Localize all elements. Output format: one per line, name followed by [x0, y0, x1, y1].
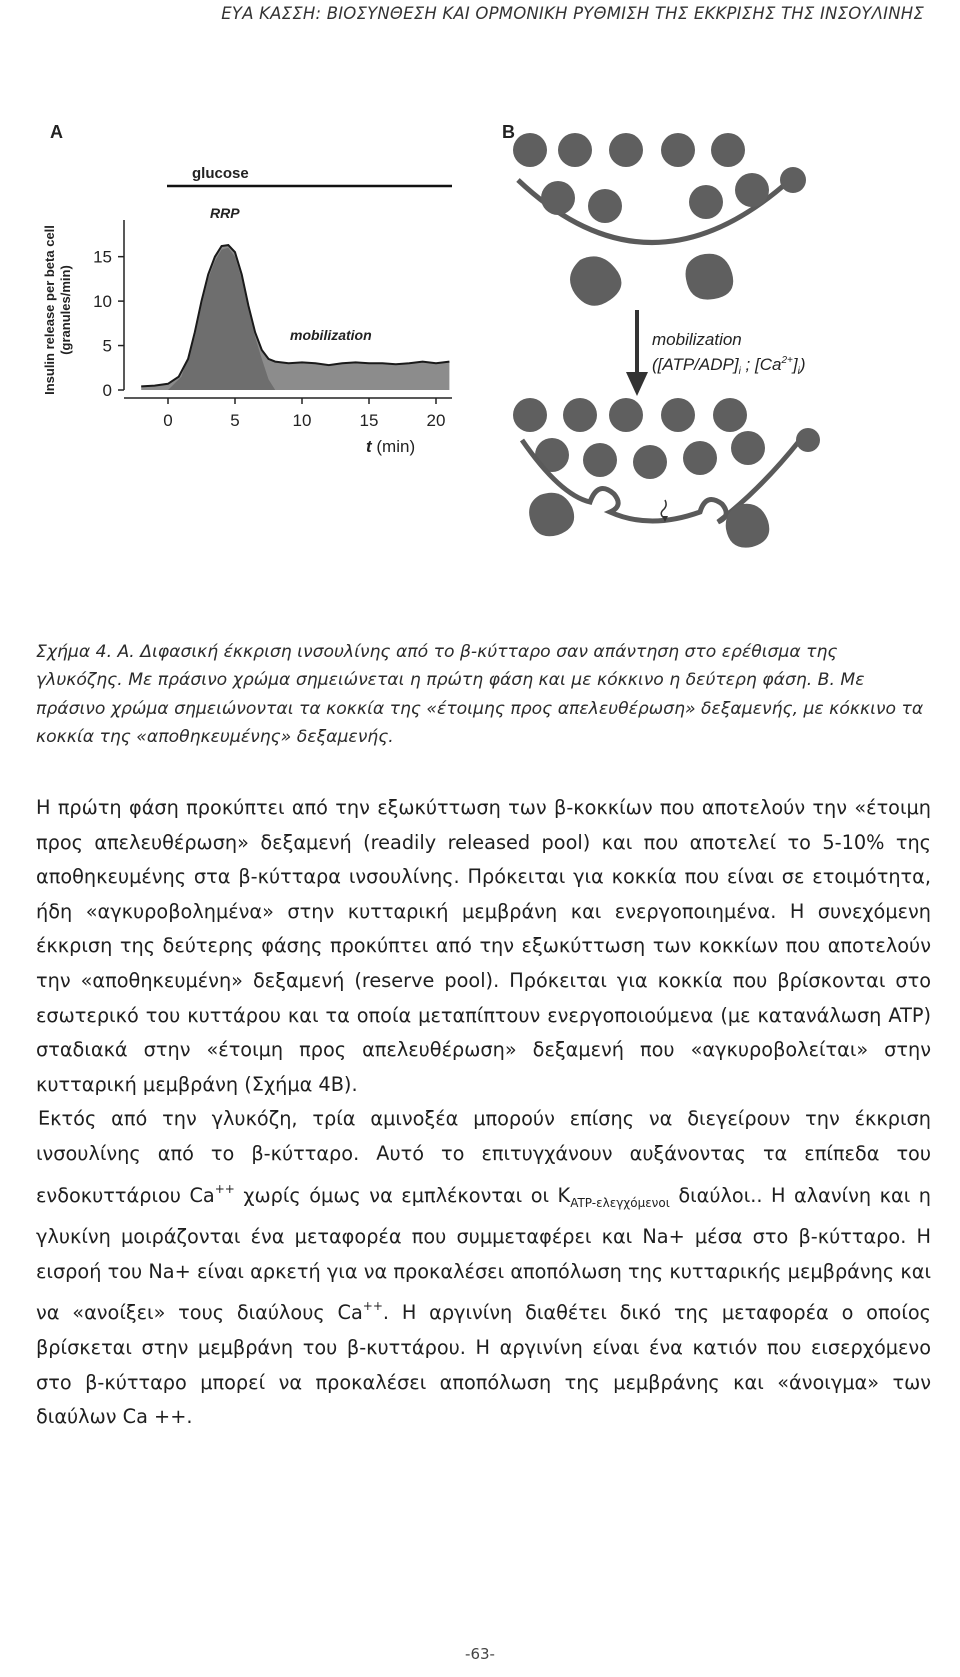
x-axis-label: [366, 437, 415, 456]
y-axis-label-line1: Insulin release per beta cell: [42, 225, 57, 395]
mobilization-b-sub2: i: [797, 366, 800, 377]
x-tick-label: 10: [292, 411, 312, 430]
p2-subscript: ATP-ελεγχόμενοι: [570, 1195, 670, 1210]
granule: [541, 181, 575, 215]
mobilization-b-mid: ; [Ca: [740, 355, 782, 374]
y-tick-label: 0: [102, 381, 112, 400]
granule: [513, 398, 547, 432]
x-ticks: [163, 398, 445, 430]
p2-part-b: χωρίς όμως να εμπλέκονται οι K: [234, 1183, 571, 1207]
granule: [558, 133, 592, 167]
page-number: -63-: [465, 1645, 495, 1663]
p2-part-d: . Η αργινίνη διαθέτει δικό της μεταφορέα ο οποίος βρίσκεται στην μεμβράνη του β-κυττάρου. Η αργινίνη είναι ένα κατιόν που εισερχόμενο στο β-κύτταρο μπορεί να προκαλέσει αποπόλωση της μεμβράνης και «άνοιγμα» των διαύλων Ca ++.: [36, 1301, 931, 1429]
y-tick-label: 10: [93, 292, 112, 312]
figure-caption: [36, 638, 929, 751]
mobilization-b-detail: [652, 355, 806, 377]
illustration-panel-b: [513, 133, 820, 548]
panel-b-label: B: [502, 122, 515, 142]
granule: [583, 443, 617, 477]
p2-superscript-2: ++: [362, 1299, 383, 1314]
mobilization-b-sup: 2+: [781, 355, 793, 366]
mobilization-b-title: mobilization: [652, 330, 742, 349]
mobilization-label: mobilization: [290, 327, 372, 343]
x-tick-label: 20: [426, 411, 446, 430]
caption-text: Σχήμα 4. Α. Διφασική έκκριση ινσουλίνης από το β-κύτταρο σαν απάντηση στο ερέθισμα της γλυκόζης. Με πράσινο χρώμα σημειώνεται η πρώτη φάση και με κόκκινο η δεύτερη φάση. Β. Με πράσινο χρώμα σημειώνονται τα κοκκία της «έτοιμης προς απελευθέρωση» δεξαμενής, με κόκκινο τα κοκκία της «αποθηκευμένης» δεξαμενής.: [36, 642, 924, 747]
rrp-label: RRP: [210, 205, 240, 221]
x-axis-label-unit: (min): [371, 437, 416, 456]
granule: [513, 133, 547, 167]
mobilization-b-part: ([ATP/ADP]: [652, 355, 739, 374]
y-tick-label: 5: [102, 336, 112, 356]
docking-knob: [796, 428, 820, 452]
figure-svg: [0, 110, 960, 630]
granule: [563, 398, 597, 432]
mobilization-b-end: ]: [792, 355, 798, 374]
p2-part-a: Εκτός από την γλυκόζη, τρία αμινοξέα μπορούν επίσης να διεγείρουν την έκκριση ινσουλίνης από το β-κύτταρο. Αυτό το επιτυγχάνουν αυξάνοντας τα επίπεδα του ενδοκυττάριου Ca: [36, 1107, 931, 1207]
p2-superscript-1: ++: [214, 1181, 235, 1196]
granule: [731, 431, 765, 465]
paragraph-2: [36, 1102, 931, 1434]
granule: [661, 133, 695, 167]
granule: [711, 133, 745, 167]
mobilization-b-close: ): [799, 355, 806, 374]
glucose-label: glucose: [192, 165, 249, 182]
granule: [661, 398, 695, 432]
docking-complex: [686, 254, 734, 300]
granule: [689, 185, 723, 219]
granule: [588, 189, 622, 223]
x-tick-label: 5: [230, 411, 240, 430]
x-axis-label-t: t: [366, 437, 372, 456]
docking-complex: [529, 493, 574, 537]
granule: [713, 398, 747, 432]
docking-complex: [726, 504, 770, 548]
figure-4: [0, 110, 960, 630]
chart-panel-a: [42, 165, 452, 456]
y-axis-label: [42, 225, 73, 395]
paragraph-1: Η πρώτη φάση προκύπτει από την εξωκύττωση των β-κοκκίων που αποτελούν την «έτοιμη προς απελευθέρωση» δεξαμενή (readily released pool) και που αποτελεί το 5-10% της αποθηκευμένης στα β-κύτταρα ινσουλίνης. Πρόκειται για κοκκία που είναι σε ετοιμότητα, ήδη «αγκυροβολημένα» στην κυτταρική μεμβράνη και ενεργοποιημένα. Η συνεχόμενη έκκριση της δεύτερης φάσης προκύπτει από την εξωκύττωση των κοκκίων που αποτελούν την «αποθηκευμένη» δεξαμενή (reserve pool). Πρόκειται για κοκκία που βρίσκονται στο εσωτερικό του κυττάρου και τα οποία μεταπίπτουν ενεργοποιούμενα (με κατανάλωση ATP) σταδιακά στην «έτοιμη προς απελευθέρωση» δεξαμενή που «αγκυροβολείται» στην κυτταρική μεμβράνη (Σχήμα 4Β).: [36, 796, 931, 1096]
p2-part-c: διαύλοι.. Η αλανίνη και η γλυκίνη μοιράζονται ένα μεταφορέα που συμμεταφέρει και Na+ μέσα στο β-κύτταρο. Η εισροή του Na+ είναι αρκετή για να προκαλέσει αποπόλωση της κυτταρικής μεμβράνης και να «ανοίξει» τους διαύλους Ca: [36, 1183, 931, 1325]
granule: [633, 445, 667, 479]
y-tick-label: 15: [93, 247, 112, 267]
arrow-head: [626, 372, 648, 396]
granule: [735, 173, 769, 207]
x-tick-label: 15: [359, 411, 379, 430]
running-header: ΕΥΑ ΚΑΣΣΗ: ΒΙΟΣΥΝΘΕΣΗ ΚΑΙ ΟΡΜΟΝΙΚΗ ΡΥΘΜΙΣΗ ΤΗΣ ΕΚΚΡΙΣΗΣ ΤΗΣ ΙΝΣΟΥΛΙΝΗΣ: [221, 4, 924, 23]
y-axis-label-line2: (granules/min): [58, 265, 73, 355]
panel-a-label: A: [50, 122, 63, 142]
granule: [609, 133, 643, 167]
mobilization-b-sub1: i: [738, 366, 741, 377]
body-text: [36, 791, 931, 1435]
release-squiggle: [661, 500, 666, 518]
docking-knob: [780, 167, 806, 193]
granule: [683, 441, 717, 475]
y-ticks: [93, 248, 124, 400]
x-tick-label: 0: [163, 411, 173, 430]
docking-complex: [570, 256, 621, 305]
granule: [609, 398, 643, 432]
